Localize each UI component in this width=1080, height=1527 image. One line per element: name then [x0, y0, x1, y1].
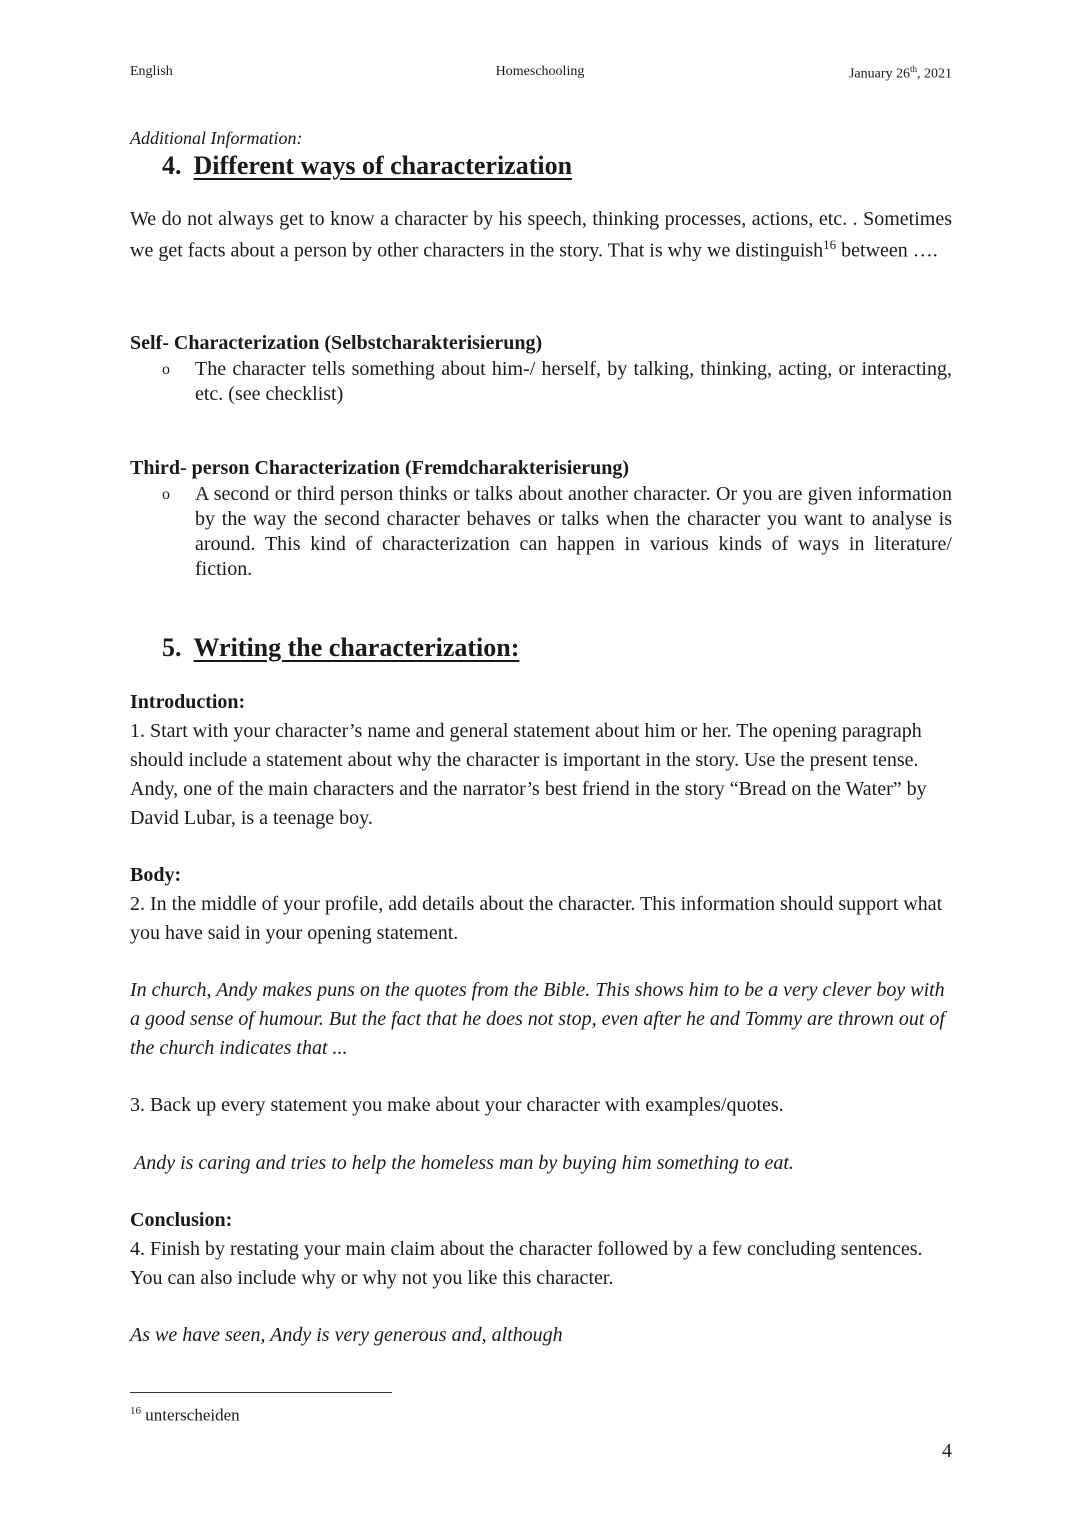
- page-number: 4: [942, 1440, 952, 1462]
- section-4-heading: [162, 151, 572, 181]
- header-subject: English: [130, 64, 173, 79]
- body-example: In church, Andy makes puns on the quotes from the Bible. This shows him to be a very clever boy with a good sense of humour. But the fact that he does not stop, even after he and Tommy are thrown out of the church indicates that ...: [130, 979, 945, 1059]
- conclusion-example: As we have seen, Andy is very generous and, although: [130, 1324, 563, 1346]
- conclusion-heading: Conclusion:: [130, 1209, 233, 1231]
- section-4-number: 4.: [162, 151, 182, 180]
- footnote-text: unterscheiden: [141, 1405, 240, 1425]
- third-person-characterization-bullet: [162, 482, 952, 582]
- bullet-icon: o: [162, 361, 170, 378]
- section-5-number: 5.: [162, 633, 182, 662]
- section-4-intro-part2: between ….: [836, 239, 938, 262]
- header-topic: Homeschooling: [495, 64, 585, 79]
- header-date-prefix: January 26: [848, 66, 910, 82]
- section-4-intro: [130, 207, 952, 264]
- footnote-ref: 16: [823, 237, 837, 252]
- section-5-heading: [162, 633, 519, 663]
- footnote-marker: 16: [130, 1405, 141, 1417]
- third-person-characterization-text: A second or third person thinks or talks about another character. Or you are given information by the way the second character behaves or talks when the character you want to analyse is around. This kind of characterization can happen in various kinds of ways in literature/ fiction.: [195, 483, 952, 580]
- body-text: 2. In the middle of your profile, add details about the character. This information should support what you have said in your opening statement.: [130, 893, 943, 944]
- section-5-title: Writing the characterization:: [193, 633, 520, 662]
- self-characterization-text: The character tells something about him-/ herself, by talking, thinking, acting, or interacting, etc. (see checklist): [195, 358, 952, 405]
- footnote-divider: [130, 1392, 392, 1393]
- body-heading: Body:: [130, 864, 182, 886]
- section-4-title: Different ways of characterization: [193, 151, 573, 180]
- header-date-sup: th: [909, 64, 917, 74]
- self-characterization-heading: Self- Characterization (Selbstcharakterisierung): [130, 332, 543, 354]
- self-characterization-bullet: [162, 357, 952, 407]
- section-4-intro-part1: We do not always get to know a character by his speech, thinking processes, actions, etc. . Sometimes we get facts about a person by other characters in the story. That is why we distinguish: [130, 208, 952, 262]
- introduction-heading: Introduction:: [130, 691, 246, 713]
- backup-example: Andy is caring and tries to help the homeless man by buying him something to eat.: [134, 1152, 794, 1174]
- third-person-characterization-heading: Third- person Characterization (Fremdcharakterisierung): [130, 457, 629, 479]
- header-date: [849, 64, 952, 83]
- footnote: [130, 1405, 240, 1426]
- additional-info-label: Additional Information:: [130, 128, 303, 148]
- header-date-suffix: , 2021: [917, 66, 952, 82]
- introduction-text: 1. Start with your character’s name and general statement about him or her. The opening paragraph should include a statement about why the character is important in the story. Use the present tense. Andy, one of the main characters and the narrator’s best friend in the story “Bread on the Water” by David Lubar, is a teenage boy.: [130, 720, 927, 829]
- conclusion-text: 4. Finish by restating your main claim about the character followed by a few concluding sentences. You can also include why or why not you like this character.: [130, 1238, 923, 1289]
- backup-text: 3. Back up every statement you make about your character with examples/quotes.: [130, 1094, 784, 1116]
- bullet-icon: o: [162, 486, 170, 503]
